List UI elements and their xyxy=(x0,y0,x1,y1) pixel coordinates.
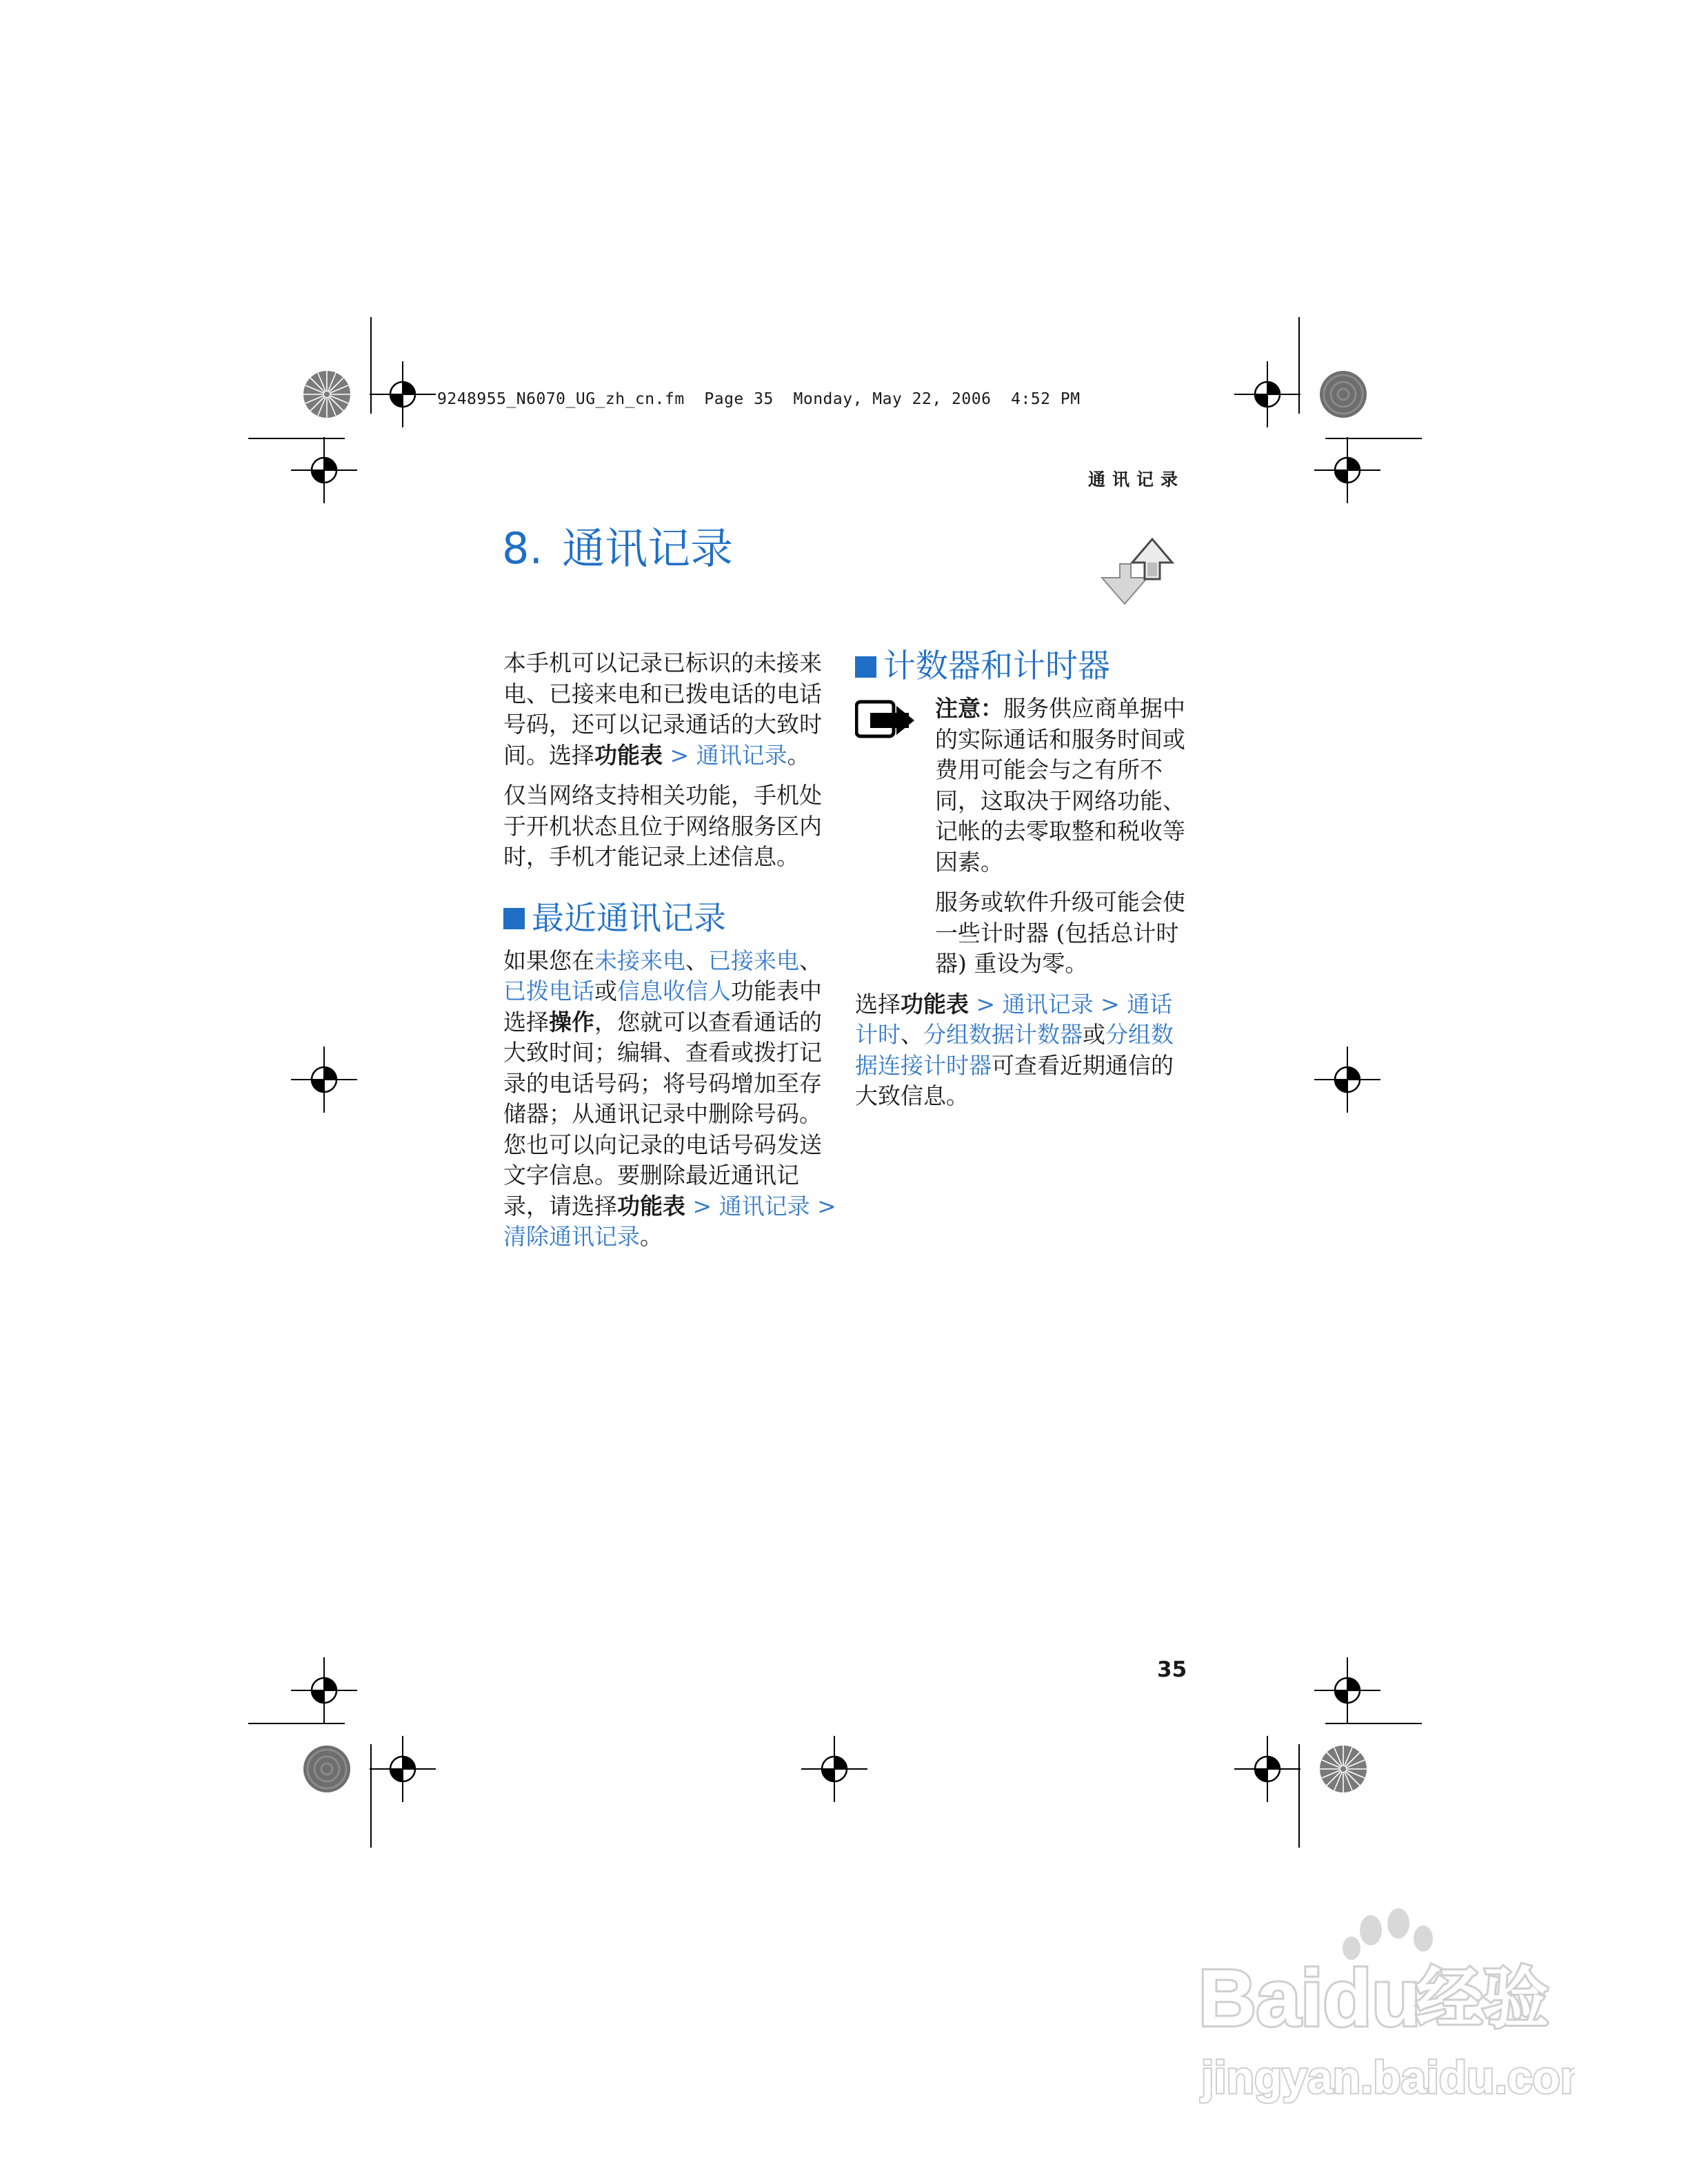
comma: 、 xyxy=(685,947,708,974)
section-bullet xyxy=(503,908,525,929)
baidu-watermark-logo xyxy=(1189,1903,1575,2110)
options-term: 操作 xyxy=(549,1008,594,1035)
text: 选择 xyxy=(855,990,901,1018)
menu-term: 功能表 xyxy=(594,741,663,769)
text: ，您就可以查看通话的大致时间；编辑、查看或拨打记录的电话号码；将号码增加至存储器；从通讯记录中删除号码。您也可以向记录的电话号码发送文字信息。要删除最近通讯记录，请选择 xyxy=(503,1008,822,1220)
watermark-product-text: 经验 xyxy=(1416,1960,1549,2037)
file-info: 9248955_N6070_UG_zh_cn.fm Page 35 Monday, May 22, 2006 4:52 PM xyxy=(437,390,1081,408)
or: 或 xyxy=(594,978,617,1004)
menu-link-clear-log[interactable]: 清除通讯记录 xyxy=(503,1223,640,1250)
menu-link-call-log[interactable]: 通讯记录 xyxy=(719,1192,810,1220)
section-bullet xyxy=(855,656,876,678)
section-heading-counters xyxy=(855,645,1187,688)
menu-term: 功能表 xyxy=(901,990,969,1018)
menu-link-call-log[interactable]: 通讯记录 xyxy=(696,741,787,769)
column-right xyxy=(855,648,1187,1122)
chapter-title xyxy=(502,524,733,573)
menu-link-data-timer[interactable]: 分组数据连接计时器 xyxy=(855,1021,1174,1079)
menu-term: 功能表 xyxy=(617,1192,685,1220)
menu-link-recipients[interactable]: 信息收信人 xyxy=(617,978,731,1004)
menu-link-dialed[interactable]: 已拨电话 xyxy=(503,978,594,1004)
end: 。 xyxy=(640,1223,663,1250)
column-left xyxy=(503,648,838,1262)
or: 或 xyxy=(1083,1021,1105,1048)
menu-link-call-log[interactable]: 通讯记录 xyxy=(1002,990,1094,1018)
note-paragraph xyxy=(935,694,1187,878)
page-number: 35 xyxy=(1157,1657,1187,1682)
intro-end: 。 xyxy=(787,741,810,769)
section-title-text: 计数器和计时器 xyxy=(883,647,1110,685)
intro-text: 本手机可以记录已标识的未接来电、已接来电和已拨电话的电话号码，还可以记录通话的大致时间。选择 xyxy=(503,649,822,769)
comma: 、 xyxy=(901,1021,923,1048)
path-separator: > xyxy=(810,1192,836,1220)
watermark-brand-text: Baidu xyxy=(1198,1953,1421,2043)
path-separator: > xyxy=(969,990,1003,1018)
call-log-icon xyxy=(1096,531,1186,614)
chapter-title-text: 通讯记录 xyxy=(562,523,734,574)
note-hand-icon xyxy=(855,699,916,740)
path-separator: > xyxy=(663,741,696,769)
menu-link-received[interactable]: 已接来电 xyxy=(708,947,799,974)
watermark xyxy=(1189,1903,1575,2112)
counter-paragraph xyxy=(855,989,1187,1112)
section-heading-recent xyxy=(503,898,838,940)
text: 功能表中选择 xyxy=(503,978,822,1035)
intro-paragraph xyxy=(503,648,838,771)
menu-link-missed[interactable]: 未接来电 xyxy=(594,947,685,974)
path-separator: > xyxy=(1093,990,1127,1018)
network-paragraph: 仅当网络支持相关功能，手机处于开机状态且位于网络服务区内时，手机才能记录上述信息。 xyxy=(503,782,822,870)
text: 可查看近期通信的大致信息。 xyxy=(855,1051,1174,1109)
menu-link-data-counter[interactable]: 分组数据计数器 xyxy=(923,1021,1083,1048)
text: 如果您在 xyxy=(503,947,594,974)
note-text: 服务供应商单据中的实际通话和服务时间或费用可能会与之有所不同，这取决于网络功能、记帐的去零取整和税收等因素。 xyxy=(935,695,1185,876)
note-paragraph-2: 服务或软件升级可能会使一些计时器 (包括总计时器) 重设为零。 xyxy=(935,889,1185,977)
recent-paragraph xyxy=(503,946,838,1253)
note-box xyxy=(855,694,1187,980)
path-separator: > xyxy=(685,1192,719,1220)
section-title-text: 最近通讯记录 xyxy=(532,899,726,938)
running-head: 通讯记录 xyxy=(1087,469,1185,489)
comma: 、 xyxy=(799,947,822,974)
menu-link-call-timers[interactable]: 通话计时 xyxy=(855,990,1173,1048)
chapter-number: 8. xyxy=(502,523,543,574)
note-label: 注意： xyxy=(935,695,1003,722)
watermark-url-text: jingyan.baidu.com xyxy=(1201,2052,1575,2103)
